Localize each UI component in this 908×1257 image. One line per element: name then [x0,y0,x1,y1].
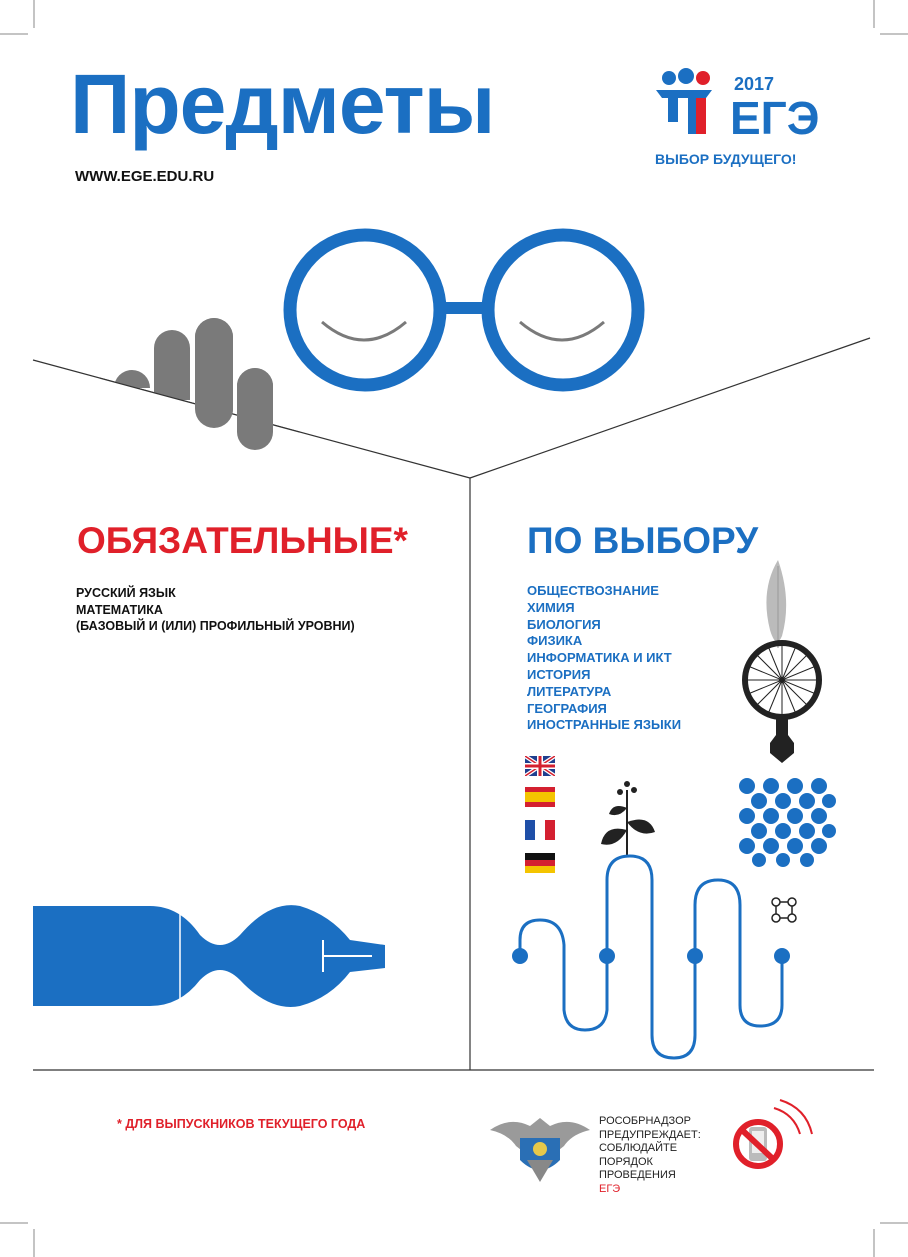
lattice-graphic [739,778,836,867]
glasses-graphic [290,235,638,385]
no-phone-icon [736,1100,812,1166]
warning-accent: ЕГЭ [599,1182,621,1195]
list-item: ИНФОРМАТИКА И ИКТ [527,650,672,666]
warning-line: СОБЛЮДАЙТЕ [599,1142,678,1154]
logo-slogan: ВЫБОР БУДУЩЕГО! [655,151,797,167]
optional-subjects-list [527,583,681,734]
logo-year: 2017 [734,74,775,94]
list-item: ЛИТЕРАТУРА [527,683,612,699]
list-item: (БАЗОВЫЙ И (ИЛИ) ПРОФИЛЬНЫЙ УРОВНИ) [76,619,355,633]
list-item: ИНОСТРАННЫЕ ЯЗЫКИ [527,717,682,733]
france-flag-icon [525,820,555,840]
list-item: ХИМИЯ [527,599,575,615]
optional-heading: ПО ВЫБОРУ [527,520,759,561]
list-item: МАТЕМАТИКА [76,602,163,617]
list-item: ОБЩЕСТВОЗНАНИЕ [527,583,659,598]
spain-flag-icon [525,787,555,807]
pen-graphic [33,905,385,1007]
people-icon [656,68,712,134]
wheel-icon [745,643,819,763]
mandatory-heading: ОБЯЗАТЕЛЬНЫЕ* [77,520,408,561]
warning-line: ПОРЯДОК [599,1155,653,1168]
list-item: ФИЗИКА [527,633,583,649]
feather-icon [766,560,786,648]
warning-text [599,1115,701,1196]
warning-line: ПРОВЕДЕНИЯ [599,1169,676,1181]
rosobrnadzor-emblem-icon [490,1118,590,1182]
list-item: БИОЛОГИЯ [527,616,601,632]
list-item: ИСТОРИЯ [527,666,591,682]
warning-line: ПРЕДУПРЕЖДАЕТ: [599,1128,701,1141]
structure-icon [772,898,796,922]
list-item: РУССКИЙ ЯЗЫК [76,586,176,600]
website-link[interactable]: WWW.EGE.EDU.RU [75,168,215,185]
winding-line-graphic [512,856,790,1058]
germany-flag-icon [525,853,555,873]
ege-logo [652,64,832,144]
uk-flag-icon [525,756,555,776]
footnote: * ДЛЯ ВЫПУСКНИКОВ ТЕКУЩЕГО ГОДА [117,1117,366,1131]
page-title: Предметы [70,57,495,151]
list-item: ГЕОГРАФИЯ [527,700,607,716]
plant-icon [601,781,655,856]
logo-name: ЕГЭ [730,92,820,144]
warning-line: РОСОБРНАДЗОР [599,1115,691,1127]
mandatory-subjects-list [76,585,355,635]
